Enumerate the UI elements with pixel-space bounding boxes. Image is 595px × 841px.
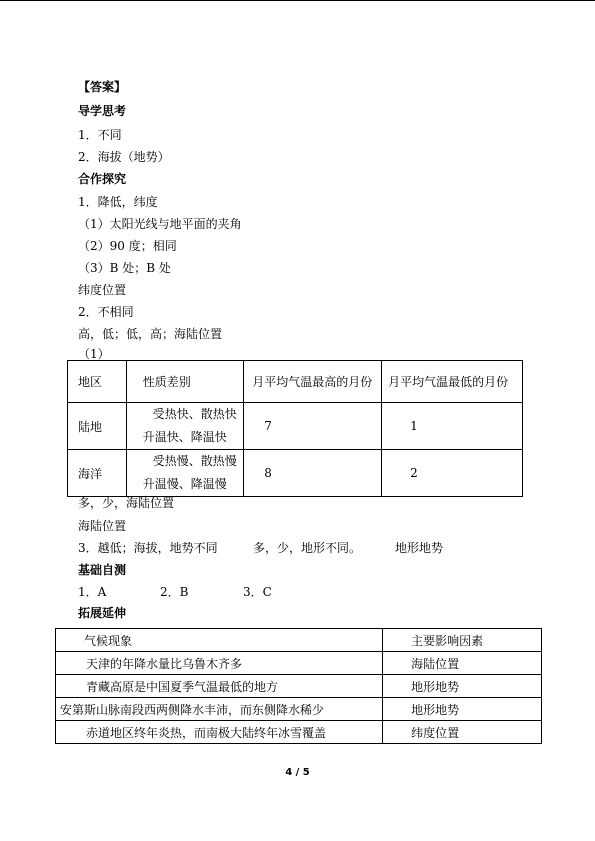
header-factor: 主要影响因素 bbox=[383, 629, 542, 652]
header-max-month: 月平均气温最高的月份 bbox=[244, 361, 382, 403]
header-min-month: 月平均气温最低的月份 bbox=[382, 361, 523, 403]
phenomenon-cell: 赤道地区终年炎热，而南极大陆终年冰雪覆盖 bbox=[56, 721, 383, 744]
table-row bbox=[68, 403, 523, 450]
phenomenon-cell: 安第斯山脉南段西两侧降水丰沛，而东侧降水稀少 bbox=[56, 698, 383, 721]
guide-item-1: 1．不同 bbox=[78, 128, 122, 142]
table-row bbox=[56, 675, 542, 698]
explore-line-8: （1） bbox=[78, 347, 110, 361]
table-header-row bbox=[68, 361, 523, 403]
region-cell: 陆地 bbox=[68, 403, 127, 450]
explore-line-5: 纬度位置 bbox=[78, 283, 127, 297]
explore-line-3: （2）90 度；相同 bbox=[78, 239, 177, 253]
explore-line-7: 高，低；低，高；海陆位置 bbox=[78, 327, 223, 341]
factor-cell: 纬度位置 bbox=[383, 721, 542, 744]
top-rule bbox=[0, 0, 595, 1]
header-property: 性质差别 bbox=[126, 361, 243, 403]
explore-line-1: 1．降低，纬度 bbox=[78, 195, 158, 209]
property-line: 受热快、散热快 bbox=[152, 407, 237, 421]
section-title-guide: 导学思考 bbox=[78, 104, 127, 118]
guide-item-2: 2．海拔（地势） bbox=[78, 150, 170, 164]
table-row bbox=[56, 698, 542, 721]
answer-heading: 【答案】 bbox=[78, 80, 127, 94]
after-table-line-1: 多，少，海陆位置 bbox=[78, 496, 175, 510]
item3-part-a: 3．越低；海拔，地势不同 bbox=[78, 541, 218, 555]
header-region: 地区 bbox=[68, 361, 127, 403]
region-cell: 海洋 bbox=[68, 450, 127, 497]
phenomenon-cell: 青藏高原是中国夏季气温最低的地方 bbox=[56, 675, 383, 698]
factor-cell: 地形地势 bbox=[383, 698, 542, 721]
explore-line-6: 2．不相同 bbox=[78, 305, 134, 319]
max-month-cell: 8 bbox=[244, 450, 382, 497]
selftest-answer-2: 2．B bbox=[160, 585, 189, 599]
table-header-row bbox=[56, 629, 542, 652]
item3-part-b: 多，少，地形不同。 bbox=[253, 541, 362, 555]
selftest-answer-3: 3．C bbox=[243, 585, 272, 599]
factor-cell: 海陆位置 bbox=[383, 652, 542, 675]
property-line: 升温慢、降温慢 bbox=[142, 477, 227, 491]
table-row bbox=[56, 652, 542, 675]
property-line: 受热慢、散热慢 bbox=[152, 454, 237, 468]
table-row bbox=[68, 450, 523, 497]
page-number: 4 / 5 bbox=[285, 767, 310, 778]
property-line: 升温快、降温快 bbox=[142, 430, 227, 444]
property-cell bbox=[126, 403, 243, 450]
section-title-selftest: 基础自测 bbox=[78, 563, 127, 577]
explore-line-2: （1）太阳光线与地平面的夹角 bbox=[78, 217, 242, 231]
section-title-extend: 拓展延伸 bbox=[78, 606, 127, 620]
explore-line-4: （3）B 处；B 处 bbox=[78, 261, 171, 275]
climate-factor-table bbox=[55, 628, 542, 744]
max-month-cell: 7 bbox=[244, 403, 382, 450]
land-sea-table bbox=[67, 360, 523, 497]
after-table-line-2: 海陆位置 bbox=[78, 519, 127, 533]
table-row bbox=[56, 721, 542, 744]
factor-cell: 地形地势 bbox=[383, 675, 542, 698]
phenomenon-cell: 天津的年降水量比乌鲁木齐多 bbox=[56, 652, 383, 675]
section-title-explore: 合作探究 bbox=[78, 172, 127, 186]
header-phenomenon: 气候现象 bbox=[56, 629, 383, 652]
property-cell bbox=[126, 450, 243, 497]
min-month-cell: 1 bbox=[382, 403, 523, 450]
selftest-answer-1: 1．A bbox=[78, 585, 107, 599]
min-month-cell: 2 bbox=[382, 450, 523, 497]
item3-part-c: 地形地势 bbox=[395, 541, 444, 555]
